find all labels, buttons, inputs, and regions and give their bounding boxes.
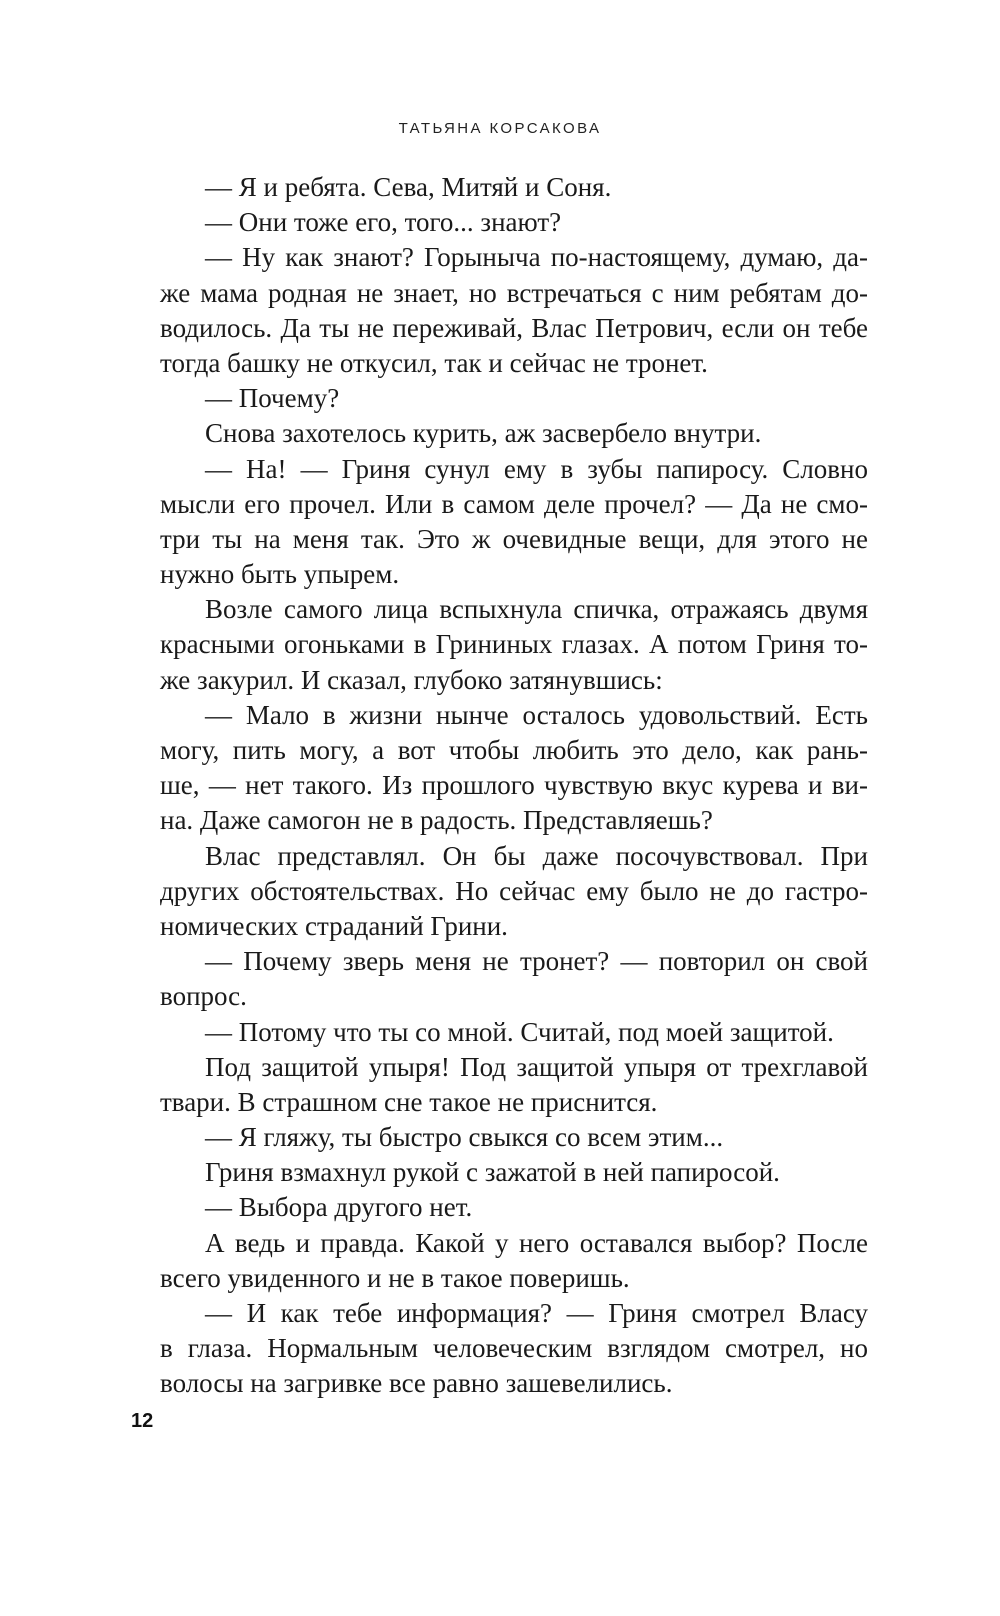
text-line: — Мало в жизни нынче осталось удовольствий. Есть bbox=[205, 699, 868, 730]
text-line: — Потому что ты со мной. Считай, под моей защитой. bbox=[205, 1016, 834, 1047]
text-line: Снова захотелось курить, аж засвербело внутри. bbox=[205, 418, 762, 449]
text-line: тогда башку не откусил, так и сейчас не тронет. bbox=[160, 347, 708, 378]
running-title: ТАТЬЯНА КОРСАКОВА bbox=[398, 120, 602, 137]
text-line: волосы на загривке все равно зашевелились. bbox=[160, 1368, 673, 1399]
text-line: — Ну как знают? Горыныча по-настоящему, думаю, да- bbox=[205, 242, 868, 273]
text-line: А ведь и правда. Какой у него оставался выбор? После bbox=[205, 1227, 868, 1258]
body-text bbox=[160, 170, 868, 1402]
text-line: нужно быть упырем. bbox=[160, 559, 400, 590]
text-line: — Я гляжу, ты быстро свыкся со всем этим... bbox=[205, 1122, 724, 1153]
text-line: — На! — Гриня сунул ему в зубы папиросу. Словно bbox=[205, 453, 868, 484]
text-line: водилось. Да ты не переживай, Влас Петрович, если он тебе bbox=[160, 312, 868, 343]
text-line: — Почему? bbox=[205, 383, 340, 414]
text-line: же мама родная не знает, но встречаться с ним ребятам до- bbox=[160, 277, 868, 308]
text-line: же закурил. И сказал, глубоко затянувшись: bbox=[160, 664, 663, 695]
text-line: в глаза. Нормальным человеческим взглядом смотрел, но bbox=[160, 1333, 868, 1364]
text-line: — И как тебе информация? — Гриня смотрел Власу bbox=[205, 1298, 868, 1328]
text-line: мысли его прочел. Или в самом деле прочел? — Да не смо- bbox=[160, 488, 868, 519]
text-line: Под защитой упыря! Под защитой упыря от трехглавой bbox=[205, 1051, 868, 1082]
text-line: могу, пить могу, а вот чтобы любить это дело, как рань- bbox=[160, 735, 868, 765]
text-line: на. Даже самогон не в радость. Представляешь? bbox=[160, 805, 713, 836]
text-line: всего увиденного и не в такое поверишь. bbox=[160, 1262, 630, 1293]
text-line: твари. В страшном сне такое не приснится. bbox=[160, 1086, 658, 1117]
text-line: других обстоятельствах. Но сейчас ему было не до гастро- bbox=[160, 875, 868, 906]
text-line: номических страданий Грини. bbox=[160, 910, 508, 941]
text-line: Влас представлял. Он бы даже посочувствовал. При bbox=[205, 840, 868, 871]
text-line: три ты на меня так. Это ж очевидные вещи, для этого не bbox=[160, 523, 868, 554]
text-line: Гриня взмахнул рукой с зажатой в ней папиросой. bbox=[205, 1157, 780, 1188]
text-line: — Они тоже его, того... знают? bbox=[205, 207, 562, 238]
text-line: красными огоньками в Грининых глазах. А потом Гриня то- bbox=[160, 629, 868, 660]
text-line: — Я и ребята. Сева, Митяй и Соня. bbox=[205, 172, 612, 202]
text-line: Возле самого лица вспыхнула спичка, отражаясь двумя bbox=[205, 594, 868, 625]
text-line: — Выбора другого нет. bbox=[205, 1192, 473, 1223]
page-number: 12 bbox=[131, 1410, 154, 1432]
text-line: вопрос. bbox=[160, 981, 247, 1012]
text-line: ше, — нет такого. Из прошлого чувствую вкус курева и ви- bbox=[160, 770, 868, 801]
text-line: — Почему зверь меня не тронет? — повторил он свой bbox=[205, 946, 868, 977]
